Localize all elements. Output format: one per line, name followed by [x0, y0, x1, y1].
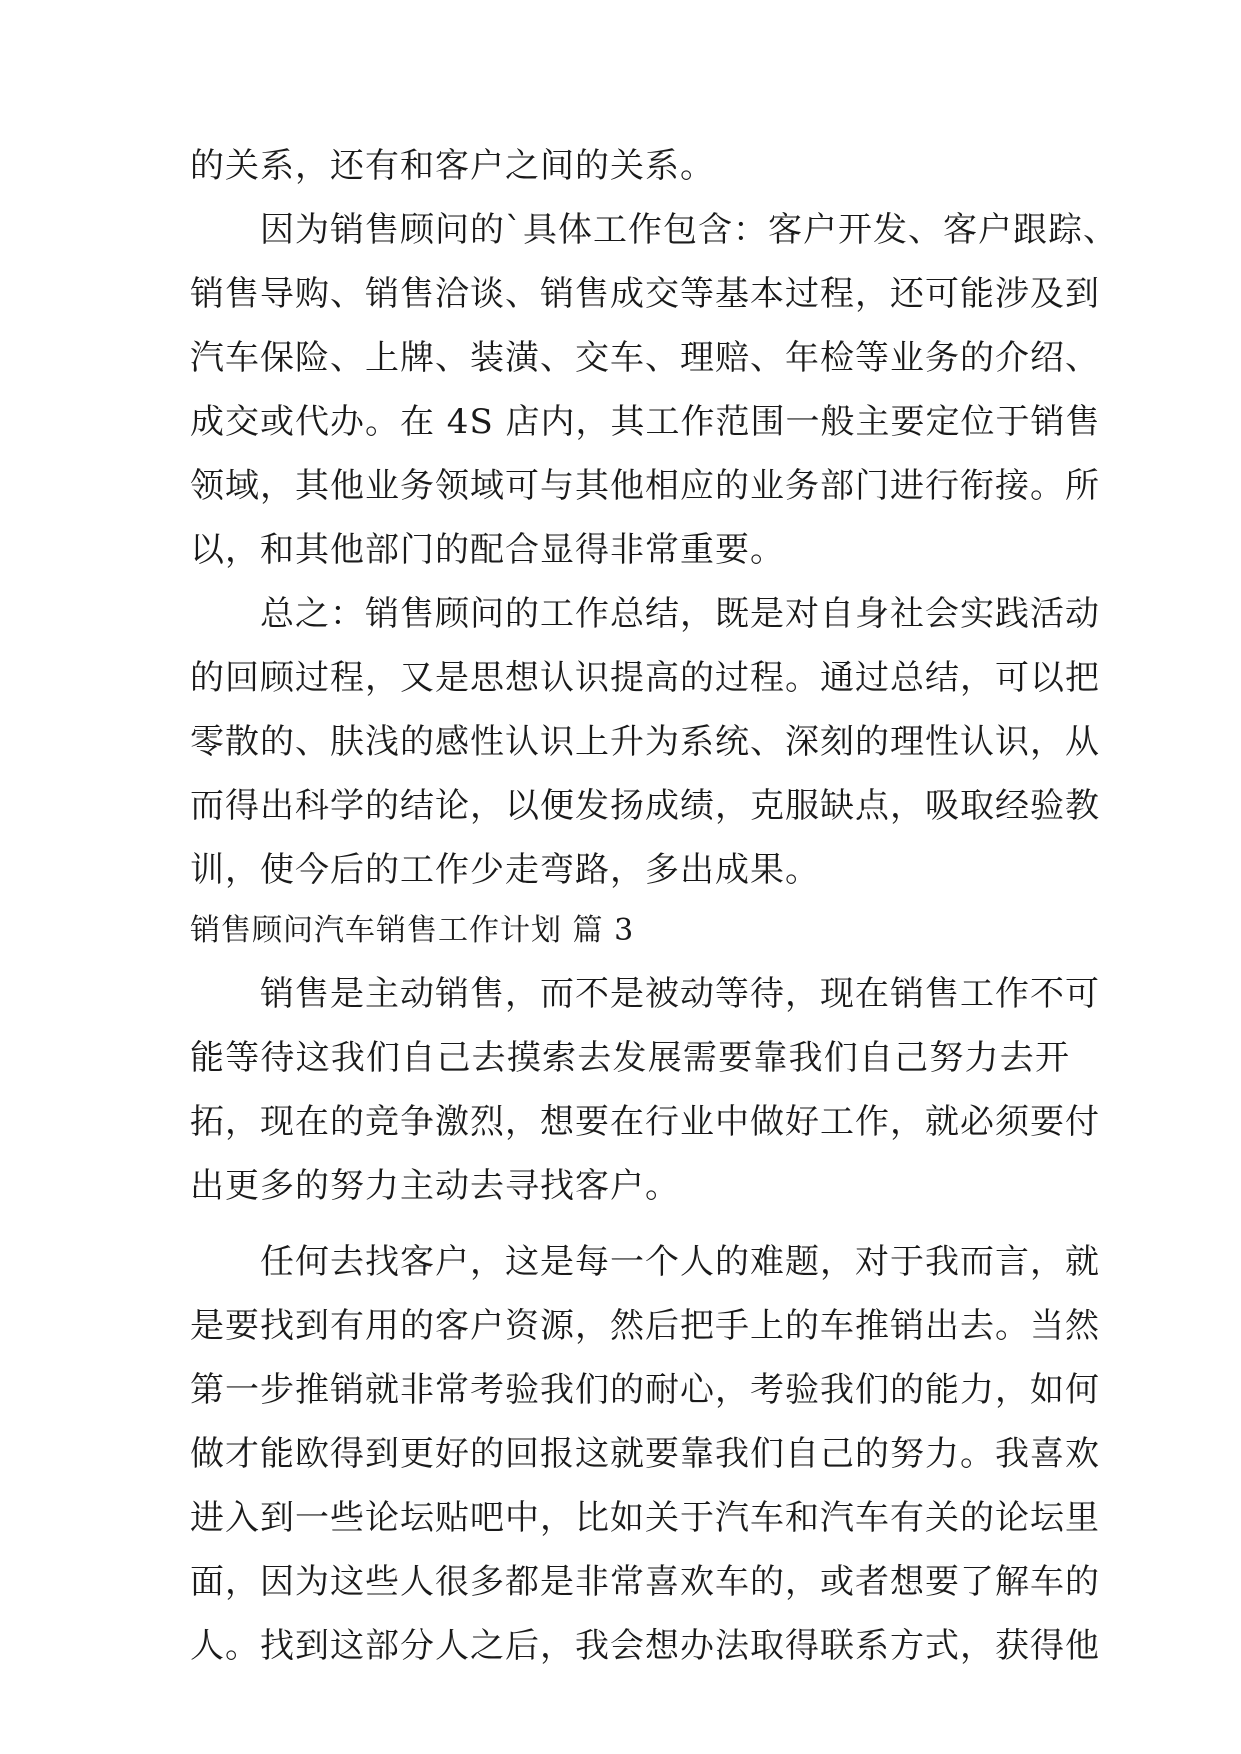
text-line: 的关系，还有和客户之间的关系。	[190, 146, 715, 186]
text-line: 第一步推销就非常考验我们的耐心，考验我们的能力，如何	[190, 1370, 1100, 1410]
text-line: 人。找到这部分人之后，我会想办法取得联系方式，获得他	[190, 1626, 1100, 1666]
text-line: 的回顾过程，又是思想认识提高的过程。通过总结，可以把	[190, 658, 1100, 698]
text-line: 销售是主动销售，而不是被动等待，现在销售工作不可	[190, 974, 1100, 1014]
text-line: 进入到一些论坛贴吧中，比如关于汽车和汽车有关的论坛里	[190, 1498, 1100, 1538]
text-line: 成交或代办。在 4S 店内，其工作范围一般主要定位于销售	[190, 402, 1101, 442]
section-heading: 销售顾问汽车销售工作计划 篇 3	[190, 913, 635, 948]
text-line: 零散的、肤浅的感性认识上升为系统、深刻的理性认识，从	[190, 722, 1100, 762]
text-line: 是要找到有用的客户资源，然后把手上的车推销出去。当然	[190, 1306, 1100, 1346]
text-line: 拓，现在的竞争激烈，想要在行业中做好工作，就必须要付	[190, 1102, 1100, 1142]
text-line: 做才能欧得到更好的回报这就要靠我们自己的努力。我喜欢	[190, 1434, 1100, 1474]
text-line: 领域，其他业务领域可与其他相应的业务部门进行衔接。所	[190, 466, 1100, 506]
text-line: 总之：销售顾问的工作总结，既是对自身社会实践活动	[190, 594, 1100, 634]
text-line: 出更多的努力主动去寻找客户。	[190, 1166, 680, 1206]
text-line: 训，使今后的工作少走弯路，多出成果。	[190, 850, 820, 890]
text-line: 因为销售顾问的`具体工作包含：客户开发、客户跟踪、	[190, 210, 1118, 250]
text-line: 任何去找客户，这是每一个人的难题，对于我而言，就	[190, 1242, 1100, 1282]
text-line: 销售导购、销售洽谈、销售成交等基本过程，还可能涉及到	[190, 274, 1100, 314]
text-line: 以，和其他部门的配合显得非常重要。	[190, 530, 785, 570]
text-line: 能等待这我们自己去摸索去发展需要靠我们自己努力去开	[190, 1038, 1070, 1078]
text-line: 汽车保险、上牌、装潢、交车、理赔、年检等业务的介绍、	[190, 338, 1100, 378]
text-line: 而得出科学的结论，以便发扬成绩，克服缺点，吸取经验教	[190, 786, 1100, 826]
text-line: 面，因为这些人很多都是非常喜欢车的，或者想要了解车的	[190, 1562, 1100, 1602]
